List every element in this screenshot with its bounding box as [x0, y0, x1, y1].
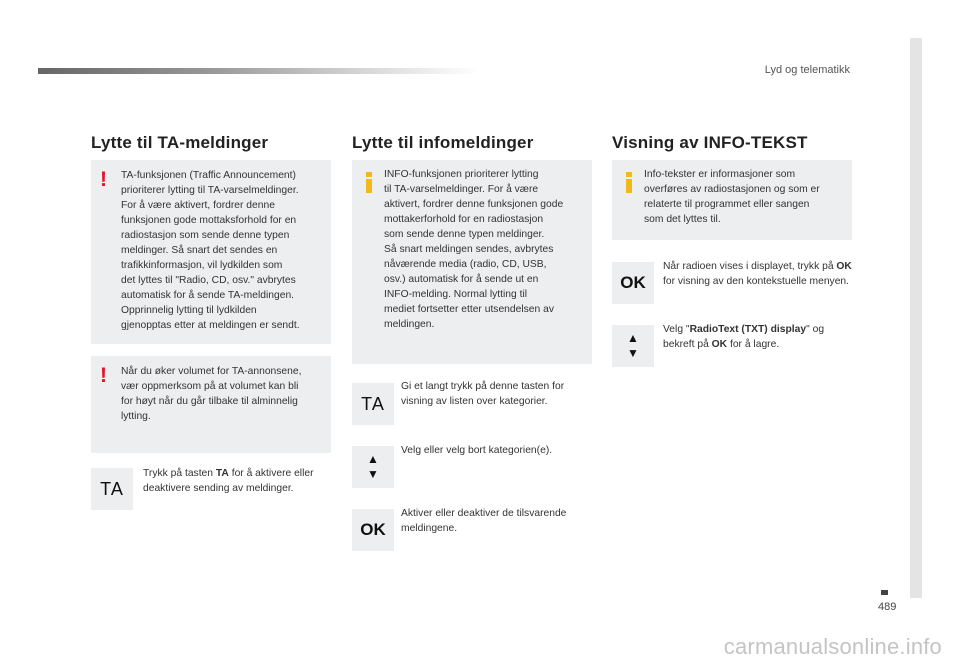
- ok-key-label: OK: [360, 520, 386, 539]
- info-box-2: [612, 160, 852, 240]
- arrow-down-icon: ▼: [627, 346, 639, 360]
- step-text: for visning av den kontekstuelle menyen.: [663, 276, 850, 288]
- step-text: " og bekreft på: [663, 324, 825, 351]
- step-text: for å lagre.: [727, 339, 780, 351]
- page-number: 489: [878, 601, 897, 613]
- col2-step1-text: Gi et langt trykk på denne tasten for visning av listen over kategorier.: [401, 381, 565, 408]
- col3-step2-text: [663, 322, 853, 352]
- arrow-up-icon: ▲: [627, 331, 639, 345]
- info-icon: [626, 172, 632, 193]
- col3-step1-text: [663, 259, 853, 289]
- step-text: Velg ": [663, 324, 690, 335]
- ta-key: [91, 468, 133, 510]
- step-text: Når radioen vises i displayet, trykk på: [663, 261, 837, 272]
- watermark: carmanualsonline.info: [723, 634, 942, 659]
- warning-icon: !: [100, 168, 107, 191]
- ta-key-label: TA: [361, 393, 385, 414]
- page-marker: [881, 590, 888, 595]
- warning-box-2: [91, 356, 331, 453]
- ta-key: [352, 383, 394, 425]
- ok-key: [612, 262, 654, 304]
- step-key-name: OK: [836, 261, 852, 272]
- col3-heading: Visning av INFO-TEKST: [612, 133, 808, 152]
- warning-box-1-text: TA-funksjonen (Traffic Announcement) prioriterer lytting til TA-varselmeldinger. For å være aktivert, fordrer denne funksjonen gode mottaksforhold for en radiostasjon som sende denne typen meldinger. Så snart det sendes en trafikkinformasjon, vil lydkilden som det lyttes til "Radio, CD, osv." avbrytes automatisk for å sende TA-meldingen. Opprinnelig lytting til lydkilden gjenopptas etter at meldingen er sendt.: [121, 170, 300, 332]
- col2-heading: Lytte til infomeldinger: [352, 133, 534, 152]
- ok-key: [352, 509, 394, 551]
- header-bar: [38, 68, 478, 74]
- info-box-1-text: INFO-funksjonen prioriterer lytting til TA-varselmeldinger. For å være aktivert, fordrer denne funksjonen gode mottakerforhold for en radiostasjon som sende denne typen meldinger. Så snart meldingen sendes, avbrytes nåværende media (radio, CD, USB, osv.) automatisk for å sende ut en INFO-melding. Normal lytting til mediet fortsetter etter utsendelsen av meldingen.: [384, 169, 564, 331]
- ta-key-label: TA: [100, 478, 124, 499]
- step-key-name: TA: [215, 468, 229, 479]
- header-title: Lyd og telematikk: [764, 64, 850, 76]
- step-key-name: OK: [711, 339, 728, 351]
- step-text: Trykk på tasten: [143, 468, 216, 479]
- col1-heading: Lytte til TA-meldinger: [91, 133, 269, 152]
- info-icon: [366, 172, 372, 193]
- warning-box-2-text: Når du øker volumet for TA-annonsene, vær oppmerksom på at volumet kan bli for høyt når du går tilbake til alminnelig lytting.: [121, 366, 302, 423]
- side-strip: [910, 38, 922, 598]
- info-box-2-text: Info-tekster er informasjoner som overføres av radiostasjonen og som er relaterte til programmet eller sangen som det lyttes til.: [644, 169, 820, 226]
- warning-icon: !: [100, 364, 107, 387]
- step-text: for å aktivere eller deaktivere sending av meldinger.: [143, 468, 314, 495]
- info-box-1: [352, 160, 592, 364]
- menu-item-name: RadioText (TXT) display: [689, 324, 807, 335]
- ok-key-label: OK: [620, 273, 646, 292]
- arrow-keys: [612, 325, 654, 367]
- arrow-down-icon: ▼: [367, 467, 379, 481]
- col1-step-text: [143, 466, 333, 496]
- warning-box-1: [91, 160, 331, 344]
- arrow-up-icon: ▲: [367, 452, 379, 466]
- arrow-keys: [352, 446, 394, 488]
- col2-step3-text: Aktiver eller deaktiver de tilsvarende meldingene.: [401, 508, 567, 535]
- col2-step2-text: Velg eller velg bort kategorien(e).: [401, 445, 553, 456]
